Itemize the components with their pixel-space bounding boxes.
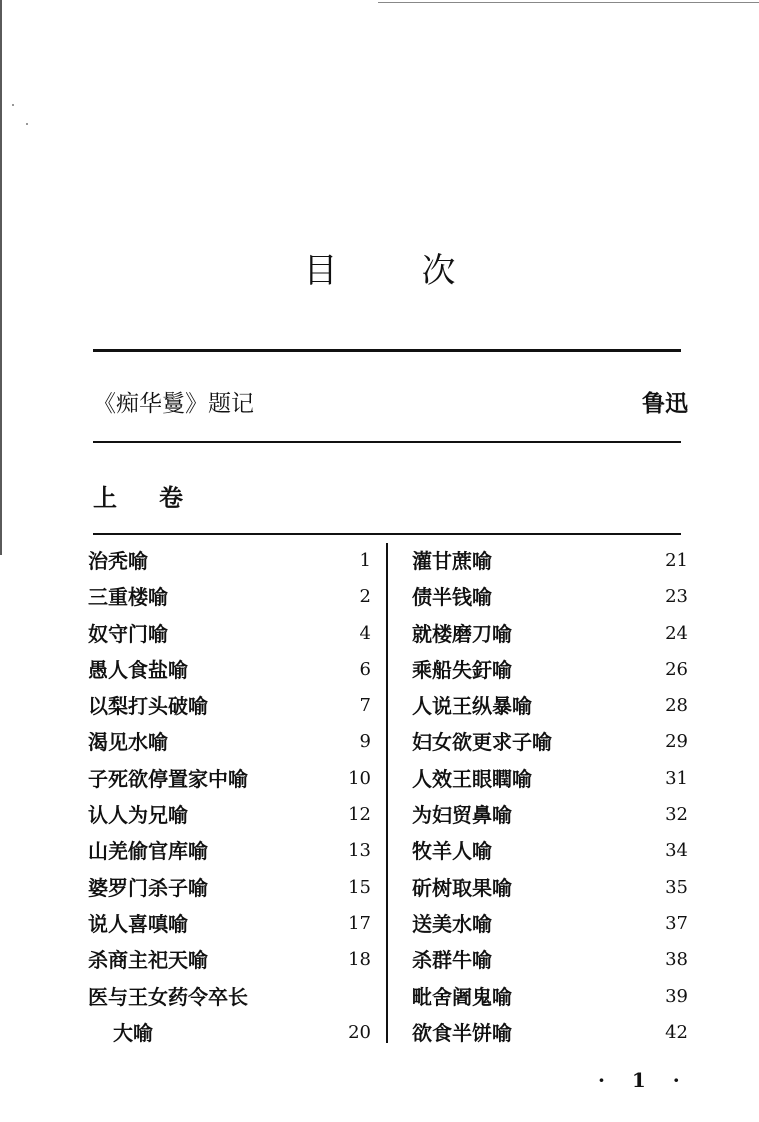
toc-entry-page: 23 <box>665 586 688 608</box>
toc-entry-title: 毗舍阇鬼喻 <box>412 984 512 1009</box>
toc-entry-title: 债半钱喻 <box>412 585 492 610</box>
speck <box>12 104 14 106</box>
toc-entry-page: 28 <box>665 695 688 717</box>
toc-entry-title: 以梨打头破喻 <box>88 694 208 719</box>
toc-entry-page: 6 <box>359 658 371 680</box>
toc-entry-title: 斫树取果喻 <box>412 875 512 900</box>
toc-entry <box>88 942 371 978</box>
toc-entry <box>88 906 371 942</box>
toc-entry-page: 4 <box>359 622 371 644</box>
toc-entry <box>88 979 371 1015</box>
toc-entry-title: 愚人食盐喻 <box>88 657 188 682</box>
volume-heading <box>93 478 183 513</box>
toc-entry <box>88 579 371 615</box>
toc-entry-title: 认人为兄喻 <box>88 803 188 828</box>
toc-entry <box>88 761 371 797</box>
toc-entry-title: 妇女欲更求子喻 <box>412 730 552 755</box>
toc-entry-title: 奴守门喻 <box>88 621 168 646</box>
toc-entry <box>88 1015 371 1051</box>
toc-entry-title: 杀商主祀天喻 <box>88 948 208 973</box>
toc-entry-title: 婆罗门杀子喻 <box>88 875 208 900</box>
toc-entry-page: 42 <box>665 1021 688 1043</box>
toc-entry <box>412 942 688 978</box>
toc-entry <box>412 1015 688 1051</box>
toc-entry-title: 治秃喻 <box>88 549 148 573</box>
toc-entry-title: 欲食半饼喻 <box>412 1020 512 1045</box>
toc-entry-title: 牧羊人喻 <box>412 839 492 864</box>
toc-entry-page: 24 <box>665 622 688 644</box>
volume-heading-char: 上 <box>93 483 117 512</box>
page-title-char: 目 <box>303 251 338 291</box>
toc-entry-page: 26 <box>665 658 688 680</box>
toc-entry-page: 32 <box>665 804 688 826</box>
toc-entry <box>412 870 688 906</box>
page-number: · 1 · <box>598 1068 690 1092</box>
toc-entry-page: 39 <box>665 985 688 1007</box>
toc-entry <box>412 724 688 760</box>
toc-entry-page: 9 <box>359 731 371 753</box>
divider-rule <box>93 533 681 535</box>
toc-entry-title: 医与王女药令卒长 <box>88 984 248 1009</box>
toc-entry <box>412 833 688 869</box>
toc-entry <box>412 688 688 724</box>
toc-entry <box>88 543 371 579</box>
toc-entry <box>412 579 688 615</box>
toc-entry <box>88 652 371 688</box>
toc-entry-title: 乘船失釪喻 <box>412 657 512 682</box>
toc-entry-title: 说人喜嗔喻 <box>88 911 188 936</box>
toc-entry-title: 杀群牛喻 <box>412 948 492 973</box>
toc-entry-page: 10 <box>348 767 371 789</box>
toc-entry <box>412 761 688 797</box>
toc-entry-page: 20 <box>348 1021 371 1043</box>
toc-entry <box>88 688 371 724</box>
toc-entry <box>412 652 688 688</box>
toc-entry-page: 7 <box>359 695 371 717</box>
speck <box>26 123 28 125</box>
toc-entry <box>412 979 688 1015</box>
toc-entry-title: 子死欲停置家中喻 <box>88 766 248 791</box>
toc-entry-title: 就楼磨刀喻 <box>412 621 512 646</box>
toc-entry-page: 31 <box>665 767 688 789</box>
toc-entry-page: 38 <box>665 949 688 971</box>
toc-entry-title: 渴见水喻 <box>88 730 168 755</box>
column-divider <box>386 543 388 1043</box>
preface-author: 鲁迅 <box>642 390 688 417</box>
toc-entry <box>412 906 688 942</box>
toc-entry <box>88 870 371 906</box>
toc-entry-title: 人说王纵暴喻 <box>412 694 532 719</box>
preface-title: 《痴华鬘》题记 <box>93 391 254 417</box>
toc-entry-title: 为妇贸鼻喻 <box>412 803 512 828</box>
divider-rule <box>93 349 681 352</box>
toc-entry-page: 34 <box>665 840 688 862</box>
page-title-char: 次 <box>421 251 456 291</box>
toc-entry <box>412 543 688 579</box>
toc-entry <box>88 797 371 833</box>
toc-column-left <box>88 543 371 1051</box>
toc-entry-page: 1 <box>359 550 371 571</box>
toc-entry-page: 13 <box>348 840 371 862</box>
toc-entry <box>412 616 688 652</box>
toc-entry-title: 三重楼喻 <box>88 585 168 610</box>
toc-entry-title: 人效王眼瞤喻 <box>412 766 532 791</box>
toc-entry <box>88 724 371 760</box>
toc-entry-page: 17 <box>348 912 371 934</box>
toc-entry-page: 21 <box>665 550 688 571</box>
toc-entry-title: 灌甘蔗喻 <box>412 549 492 573</box>
top-edge-line <box>378 2 759 3</box>
toc-entry <box>88 616 371 652</box>
volume-heading-char: 卷 <box>159 483 183 512</box>
toc-entry-page: 15 <box>348 876 371 898</box>
toc-column-right <box>412 543 688 1051</box>
page-title <box>0 243 759 292</box>
toc-entry-page: 12 <box>348 804 371 826</box>
toc-entry-page: 29 <box>665 731 688 753</box>
toc-entry-title: 山羌偷官库喻 <box>88 839 208 864</box>
toc-entry-title: 大喻 <box>113 1020 153 1045</box>
toc-entry-page: 18 <box>348 949 371 971</box>
toc-table <box>88 543 688 1048</box>
toc-entry-page: 35 <box>665 876 688 898</box>
toc-entry-page: 37 <box>665 912 688 934</box>
toc-entry <box>412 797 688 833</box>
toc-entry-title: 送美水喻 <box>412 911 492 936</box>
toc-entry-page: 2 <box>359 586 371 608</box>
preface-entry <box>93 385 688 418</box>
toc-entry <box>88 833 371 869</box>
divider-rule <box>93 441 681 443</box>
